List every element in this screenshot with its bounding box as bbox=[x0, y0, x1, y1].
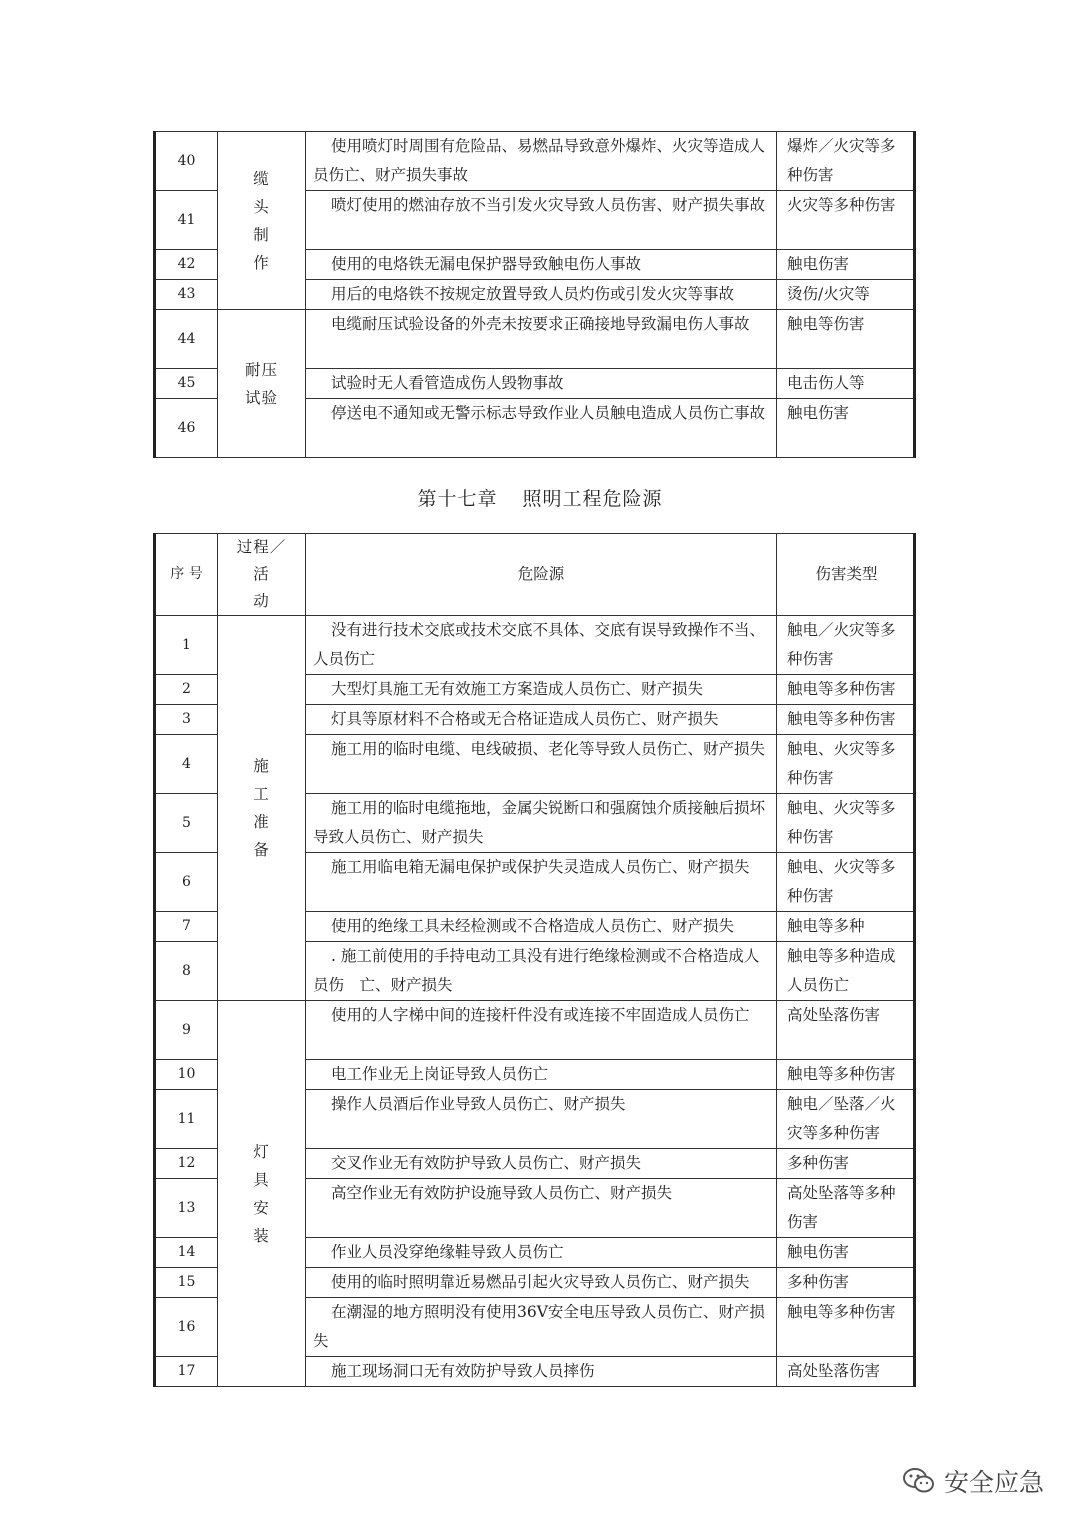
harm-cell: 触电等多种伤害 bbox=[777, 1060, 915, 1090]
watermark bbox=[902, 1463, 1044, 1499]
row-seq: 45 bbox=[155, 369, 218, 399]
process-cell: 耐压 试验 bbox=[218, 310, 306, 458]
row-seq: 11 bbox=[155, 1090, 218, 1149]
row-seq: 12 bbox=[155, 1149, 218, 1179]
row-seq: 3 bbox=[155, 705, 218, 735]
watermark-text: 安全应急 bbox=[943, 1468, 1044, 1497]
row-seq: 17 bbox=[155, 1357, 218, 1387]
header-process: 过程／活 动 bbox=[218, 534, 306, 616]
row-seq: 14 bbox=[155, 1238, 218, 1268]
hazard-cell: 使用喷灯时周围有危险品、易燃品导致意外爆炸、火灾等造成人员伤亡、财产损失事故 bbox=[306, 132, 777, 191]
harm-cell: 高处坠落伤害 bbox=[777, 1001, 915, 1060]
harm-cell: 触电、火灾等多种伤害 bbox=[777, 853, 915, 912]
hazard-cell: 在潮湿的地方照明没有使用36V安全电压导致人员伤亡、财产损失 bbox=[306, 1298, 777, 1357]
header-seq: 序 号 bbox=[155, 534, 218, 616]
table-row bbox=[155, 1001, 915, 1060]
hazard-cell: 使用的电烙铁无漏电保护器导致触电伤人事故 bbox=[306, 250, 777, 280]
row-seq: 44 bbox=[155, 310, 218, 369]
row-seq: 43 bbox=[155, 280, 218, 310]
harm-cell: 触电伤害 bbox=[777, 250, 915, 280]
row-seq: 9 bbox=[155, 1001, 218, 1060]
row-seq: 16 bbox=[155, 1298, 218, 1357]
row-seq: 5 bbox=[155, 794, 218, 853]
hazard-cell: 交叉作业无有效防护导致人员伤亡、财产损失 bbox=[306, 1149, 777, 1179]
lighting-hazard-table bbox=[153, 533, 916, 1387]
hazard-cell: 没有进行技术交底或技术交底不具体、交底有误导致操作不当、人员伤亡 bbox=[306, 616, 777, 675]
hazard-cell: 施工现场洞口无有效防护导致人员摔伤 bbox=[306, 1357, 777, 1387]
hazard-cell: 灯具等原材料不合格或无合格证造成人员伤亡、财产损失 bbox=[306, 705, 777, 735]
harm-cell: 多种伤害 bbox=[777, 1149, 915, 1179]
harm-cell: 爆炸／火灾等多种伤害 bbox=[777, 132, 915, 191]
harm-cell: 多种伤害 bbox=[777, 1268, 915, 1298]
process-cell: 缆 头 制 作 bbox=[218, 132, 306, 310]
wechat-icon bbox=[902, 1466, 936, 1496]
hazard-table-continued bbox=[153, 131, 916, 458]
hazard-cell: 使用的临时照明靠近易燃品引起火灾导致人员伤亡、财产损失 bbox=[306, 1268, 777, 1298]
harm-cell: 触电伤害 bbox=[777, 399, 915, 458]
header-harm: 伤害类型 bbox=[777, 534, 915, 616]
row-seq: 2 bbox=[155, 675, 218, 705]
row-seq: 15 bbox=[155, 1268, 218, 1298]
chapter-title: 第十七章 照明工程危险源 bbox=[417, 488, 663, 510]
table-row bbox=[155, 132, 915, 191]
row-seq: 6 bbox=[155, 853, 218, 912]
row-seq: 8 bbox=[155, 942, 218, 1001]
row-seq: 40 bbox=[155, 132, 218, 191]
harm-cell: 触电／坠落／火灾等多种伤害 bbox=[777, 1090, 915, 1149]
harm-cell: 火灾等多种伤害 bbox=[777, 191, 915, 250]
hazard-cell: 用后的电烙铁不按规定放置导致人员灼伤或引发火灾等事故 bbox=[306, 280, 777, 310]
row-seq: 42 bbox=[155, 250, 218, 280]
harm-cell: 高处坠落伤害 bbox=[777, 1357, 915, 1387]
harm-cell: 电击伤人等 bbox=[777, 369, 915, 399]
hazard-cell: 电工作业无上岗证导致人员伤亡 bbox=[306, 1060, 777, 1090]
hazard-cell: 施工用临电箱无漏电保护或保护失灵造成人员伤亡、财产损失 bbox=[306, 853, 777, 912]
row-seq: 41 bbox=[155, 191, 218, 250]
hazard-cell: 大型灯具施工无有效施工方案造成人员伤亡、财产损失 bbox=[306, 675, 777, 705]
table-row bbox=[155, 616, 915, 675]
row-seq: 1 bbox=[155, 616, 218, 675]
harm-cell: 高处坠落等多种伤害 bbox=[777, 1179, 915, 1238]
row-seq: 13 bbox=[155, 1179, 218, 1238]
harm-cell: 触电伤害 bbox=[777, 1238, 915, 1268]
hazard-cell: 施工用的临时电缆拖地，金属尖锐断口和强腐蚀介质接触后损坏导致人员伤亡、财产损失 bbox=[306, 794, 777, 853]
hazard-cell: 操作人员酒后作业导致人员伤亡、财产损失 bbox=[306, 1090, 777, 1149]
hazard-cell: . 施工前使用的手持电动工具没有进行绝缘检测或不合格造成人员伤 亡、财产损失 bbox=[306, 942, 777, 1001]
hazard-cell: 使用的人字梯中间的连接杆件没有或连接不牢固造成人员伤亡 bbox=[306, 1001, 777, 1060]
process-cell: 施 工 准 备 bbox=[218, 616, 306, 1001]
hazard-cell: 作业人员没穿绝缘鞋导致人员伤亡 bbox=[306, 1238, 777, 1268]
harm-cell: 触电／火灾等多种伤害 bbox=[777, 616, 915, 675]
process-cell: 灯 具 安 装 bbox=[218, 1001, 306, 1387]
row-seq: 10 bbox=[155, 1060, 218, 1090]
harm-cell: 触电等伤害 bbox=[777, 310, 915, 369]
harm-cell: 触电等多种伤害 bbox=[777, 705, 915, 735]
hazard-cell: 使用的绝缘工具未经检测或不合格造成人员伤亡、财产损失 bbox=[306, 912, 777, 942]
harm-cell: 触电、火灾等多种伤害 bbox=[777, 794, 915, 853]
harm-cell: 触电等多种伤害 bbox=[777, 1298, 915, 1357]
hazard-cell: 施工用的临时电缆、电线破损、老化等导致人员伤亡、财产损失 bbox=[306, 735, 777, 794]
hazard-cell: 喷灯使用的燃油存放不当引发火灾导致人员伤害、财产损失事故 bbox=[306, 191, 777, 250]
hazard-cell: 电缆耐压试验设备的外壳未按要求正确接地导致漏电伤人事故 bbox=[306, 310, 777, 369]
harm-cell: 触电等多种 bbox=[777, 912, 915, 942]
row-seq: 46 bbox=[155, 399, 218, 458]
header-hazard: 危险源 bbox=[306, 534, 777, 616]
harm-cell: 触电等多种伤害 bbox=[777, 675, 915, 705]
row-seq: 7 bbox=[155, 912, 218, 942]
harm-cell: 触电等多种造成人员伤亡 bbox=[777, 942, 915, 1001]
hazard-cell: 停送电不通知或无警示标志导致作业人员触电造成人员伤亡事故 bbox=[306, 399, 777, 458]
table-header-row bbox=[155, 534, 915, 616]
row-seq: 4 bbox=[155, 735, 218, 794]
harm-cell: 触电、火灾等多种伤害 bbox=[777, 735, 915, 794]
table-row bbox=[155, 310, 915, 369]
hazard-cell: 高空作业无有效防护设施导致人员伤亡、财产损失 bbox=[306, 1179, 777, 1238]
hazard-cell: 试验时无人看管造成伤人毁物事故 bbox=[306, 369, 777, 399]
harm-cell: 烫伤/火灾等 bbox=[777, 280, 915, 310]
